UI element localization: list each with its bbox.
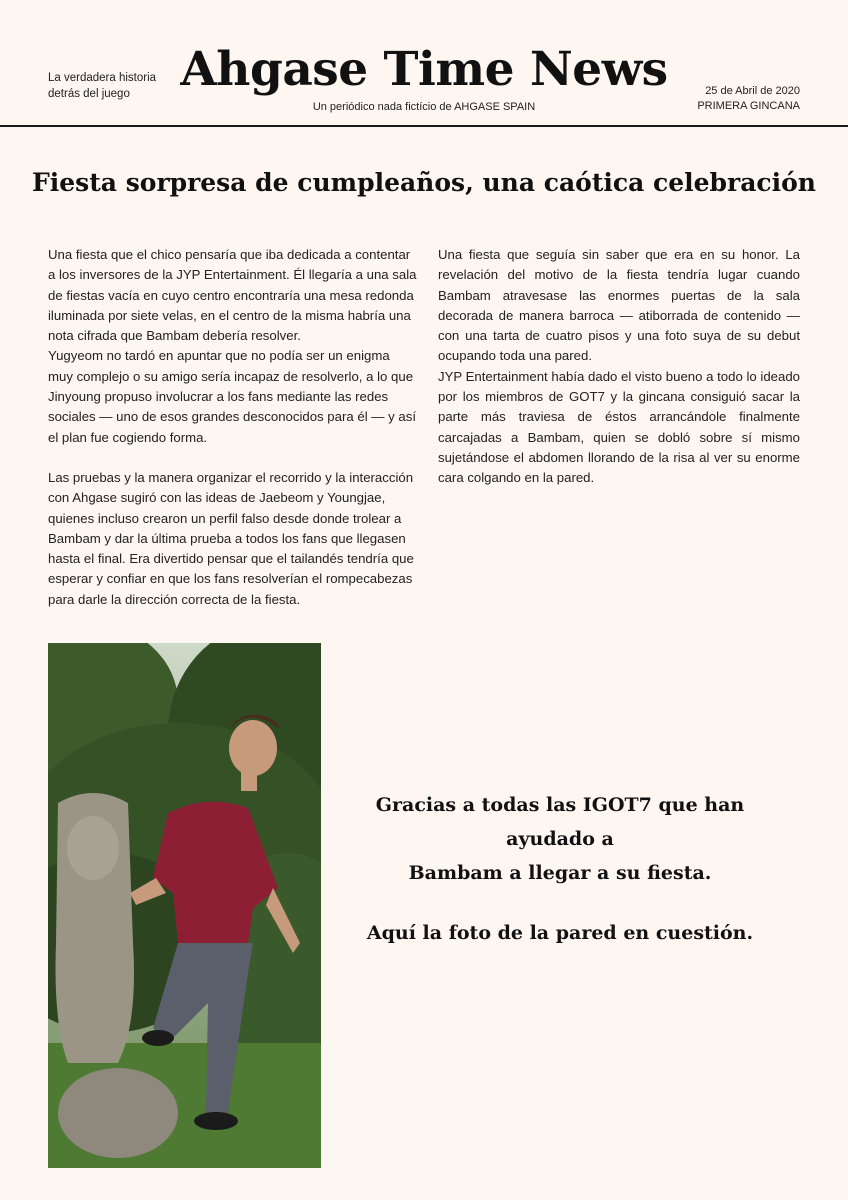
article-paragraph: JYP Entertainment había dado el visto bueno a todo lo ideado por los miembros de GOT7 y la gincana consiguió sacar la parte más traviesa de éstos arrancándole finalmente carcajadas a Bambam, quien se dobló sobre sí mismo sujetándose el abdomen llorando de la risa al ver su enorme cara colgando en la pared.: [438, 368, 800, 486]
article-column-left: [48, 245, 418, 610]
thanks-caption-line2: Bambam a llegar a su fiesta.: [408, 862, 712, 884]
masthead-tagline-line2: detrás del juego: [48, 88, 130, 100]
photo-illustration: [48, 643, 321, 1168]
article-photo: [48, 643, 321, 1168]
photo-caption: Aquí la foto de la pared en cuestión.: [366, 922, 754, 944]
thanks-caption: [330, 788, 790, 890]
article-headline: Fiesta sorpresa de cumpleaños, una caótica celebración: [32, 168, 816, 197]
article-paragraph: Las pruebas y la manera organizar el recorrido y la interacción con Ahgase sugiró con las ideas de Jaebeom y Youngjae, quienes incluso crearon un perfil falso desde donde trolear a Bambam y dar la última prueba a todos los fans que llegasen hasta el final. Era divertido pensar que el tailandés tendría que esperar y confiar en que los fans resolverían el rompecabezas para darle la dirección correcta de la fiesta.: [48, 469, 414, 607]
article-paragraph: Una fiesta que el chico pensaría que iba dedicada a contentar a los inversores de la JYP Entertainment. Él llegaría a una sala de fiestas vacía en cuyo centro encontraría una mesa redonda iluminada por siete velas, en el centro de la misma habría una nota cifrada que Bambam debería resolver.: [48, 247, 417, 344]
thanks-caption-line1: Gracias a todas las IGOT7 que han ayudado a: [375, 794, 745, 850]
issue-date: 25 de Abril de 2020: [705, 85, 800, 97]
newspaper-subtitle: Un periódico nada fictício de AHGASE SPAIN: [312, 101, 536, 113]
masthead-divider: [0, 125, 848, 127]
masthead-tagline-line1: La verdadera historia: [48, 72, 157, 84]
issue-edition: PRIMERA GINCANA: [697, 100, 800, 112]
article-paragraph: Yugyeom no tardó en apuntar que no podía ser un enigma muy complejo o su amigo sería incapaz de resolverlo, a lo que Jinyoung propuso involucrar a los fans mediante las redes sociales — uno de esos grandes desconocidos para él — y así el plan fue cogiendo forma.: [48, 348, 416, 445]
article-paragraph: Una fiesta que seguía sin saber que era en su honor. La revelación del motivo de la fiesta tendría lugar cuando Bambam atravesase las enormes puertas de la sala decorada de manera barroca — atiborrada de contenido — con una tarta de cuatro pisos y una foto suya de su debut ocupando toda una pared.: [438, 247, 800, 364]
masthead-dateline: [697, 84, 800, 114]
article-column-right: [438, 245, 800, 489]
newspaper-title: Ahgase Time News: [180, 42, 668, 97]
